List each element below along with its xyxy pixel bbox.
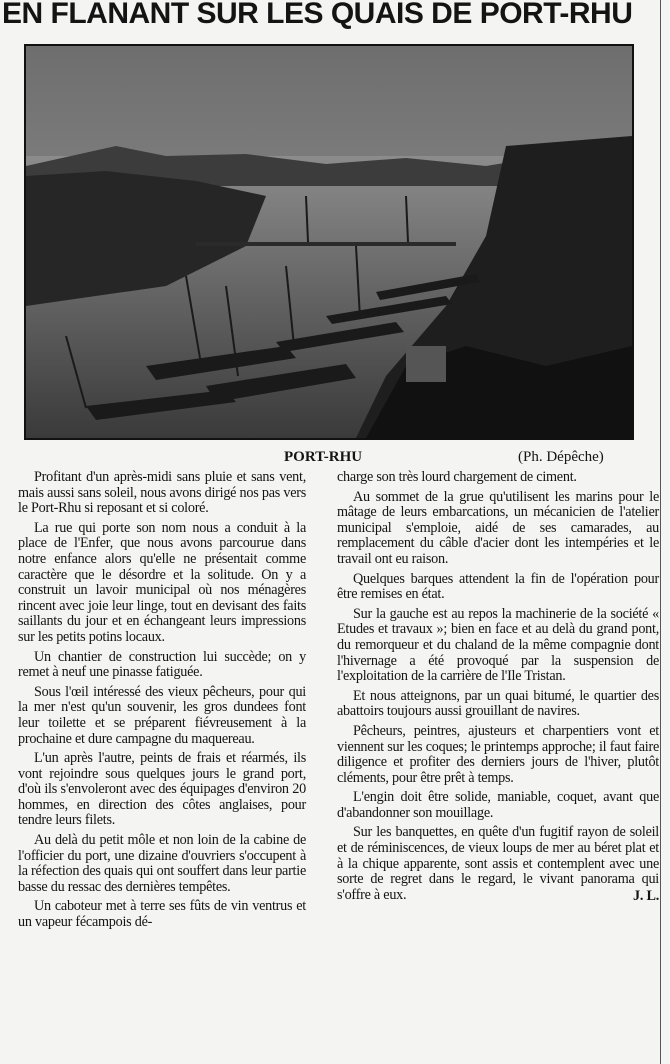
paragraph: Et nous atteignons, par un quai bitumé, le quartier des abattoirs toujours aussi grouillant de navires. bbox=[337, 687, 659, 720]
signature: J. L. bbox=[633, 888, 659, 905]
paragraph: Quelques barques attendent la fin de l'opération pour être remises en état. bbox=[337, 570, 659, 603]
paragraph: Un caboteur met à terre ses fûts de vin ventrus et un vapeur fécampois dé- bbox=[18, 898, 306, 931]
paragraph: Profitant d'un après-midi sans pluie et sans vent, mais aussi sans soleil, nous avons dirigé nos pas vers le Port-Rhu si reposant et si coloré. bbox=[18, 469, 306, 517]
paragraph: Sous l'œil intéressé des vieux pêcheurs, pour qui la mer n'est qu'un souvenir, les gros dundees font leur toilette et se préparent fiévreusement à la prochaine et dure campagne du maquereau. bbox=[18, 683, 306, 747]
harbor-photo bbox=[24, 44, 634, 440]
article-column-1 bbox=[18, 470, 306, 935]
paragraph: La rue qui porte son nom nous a conduit à la place de l'Enfer, que nous avons parcourue dans notre enfance alors qu'elle ne présentait comme caractère que le désordre et la solitude. On y a construit un lavoir municipal où nos ménagères rincent avec joie leur linge, tout en devisant des faits saillants du jour et en échangeant leurs impressions sur les petits potins locaux. bbox=[18, 519, 306, 645]
paragraph: Pêcheurs, peintres, ajusteurs et charpentiers vont et viennent sur les coques; le printemps approche; il faut faire diligence et profiter des derniers jours de l'hiver, plutôt cléments, pour être prêt à temps. bbox=[337, 722, 659, 786]
paragraph: Au sommet de la grue qu'utilisent les marins pour le mâtage de leurs embarcations, un mécanicien de l'atelier municipal s'emploie, aidé de ses camarades, au remplacement du câble d'acier dont les intempéries et le travail ont eu raison. bbox=[337, 488, 659, 567]
paragraph: L'engin doit être solide, maniable, coquet, avant que d'abandonner son mouillage. bbox=[337, 789, 659, 821]
paragraph: Sur la gauche est au repos la machinerie de la société « Etudes et travaux »; bien en face et au delà du grand pont, du remorqueur et du chaland de la même compagnie dont l'hivernage a été provoqué par la suspension de l'exploitation de la carrière de l'Ile Tristan. bbox=[337, 605, 659, 685]
paragraph: Sur les banquettes, en quête d'un fugitif rayon de soleil et de réminiscences, de vieux loups de mer au béret plat et à la chique apparente, sont assis et contemplent avec une sorte de regret dans le regard, le vivant panorama qui s'offre à eux. bbox=[337, 824, 659, 903]
harbor-photo-illustration bbox=[26, 46, 632, 438]
paragraph: L'un après l'autre, peints de frais et réarmés, ils vont rejoindre sous quelques jours le grand port, d'où ils s'envoleront avec des équipages d'environ 20 hommes, en direction des côtes anglaises, pour tendre leurs filets. bbox=[18, 750, 306, 829]
paragraph: Un chantier de construction lui succède; on y remet à neuf une pinasse fatiguée. bbox=[18, 648, 306, 681]
article-column-2 bbox=[337, 470, 659, 905]
headline: EN FLANANT SUR LES QUAIS DE PORT-RHU bbox=[2, 0, 633, 30]
photo-caption: PORT-RHU bbox=[284, 449, 363, 465]
paragraph: charge son très lourd chargement de ciment. bbox=[337, 469, 577, 485]
column-rule bbox=[660, 0, 661, 1064]
photo-credit: (Ph. Dépêche) bbox=[518, 449, 604, 465]
paragraph: Au delà du petit môle et non loin de la cabine de l'officier du port, une dizaine d'ouvriers s'occupent à la réfection des quais qui ont souffert dans leur partie basse du ressac des dernières tempêtes. bbox=[18, 832, 306, 895]
